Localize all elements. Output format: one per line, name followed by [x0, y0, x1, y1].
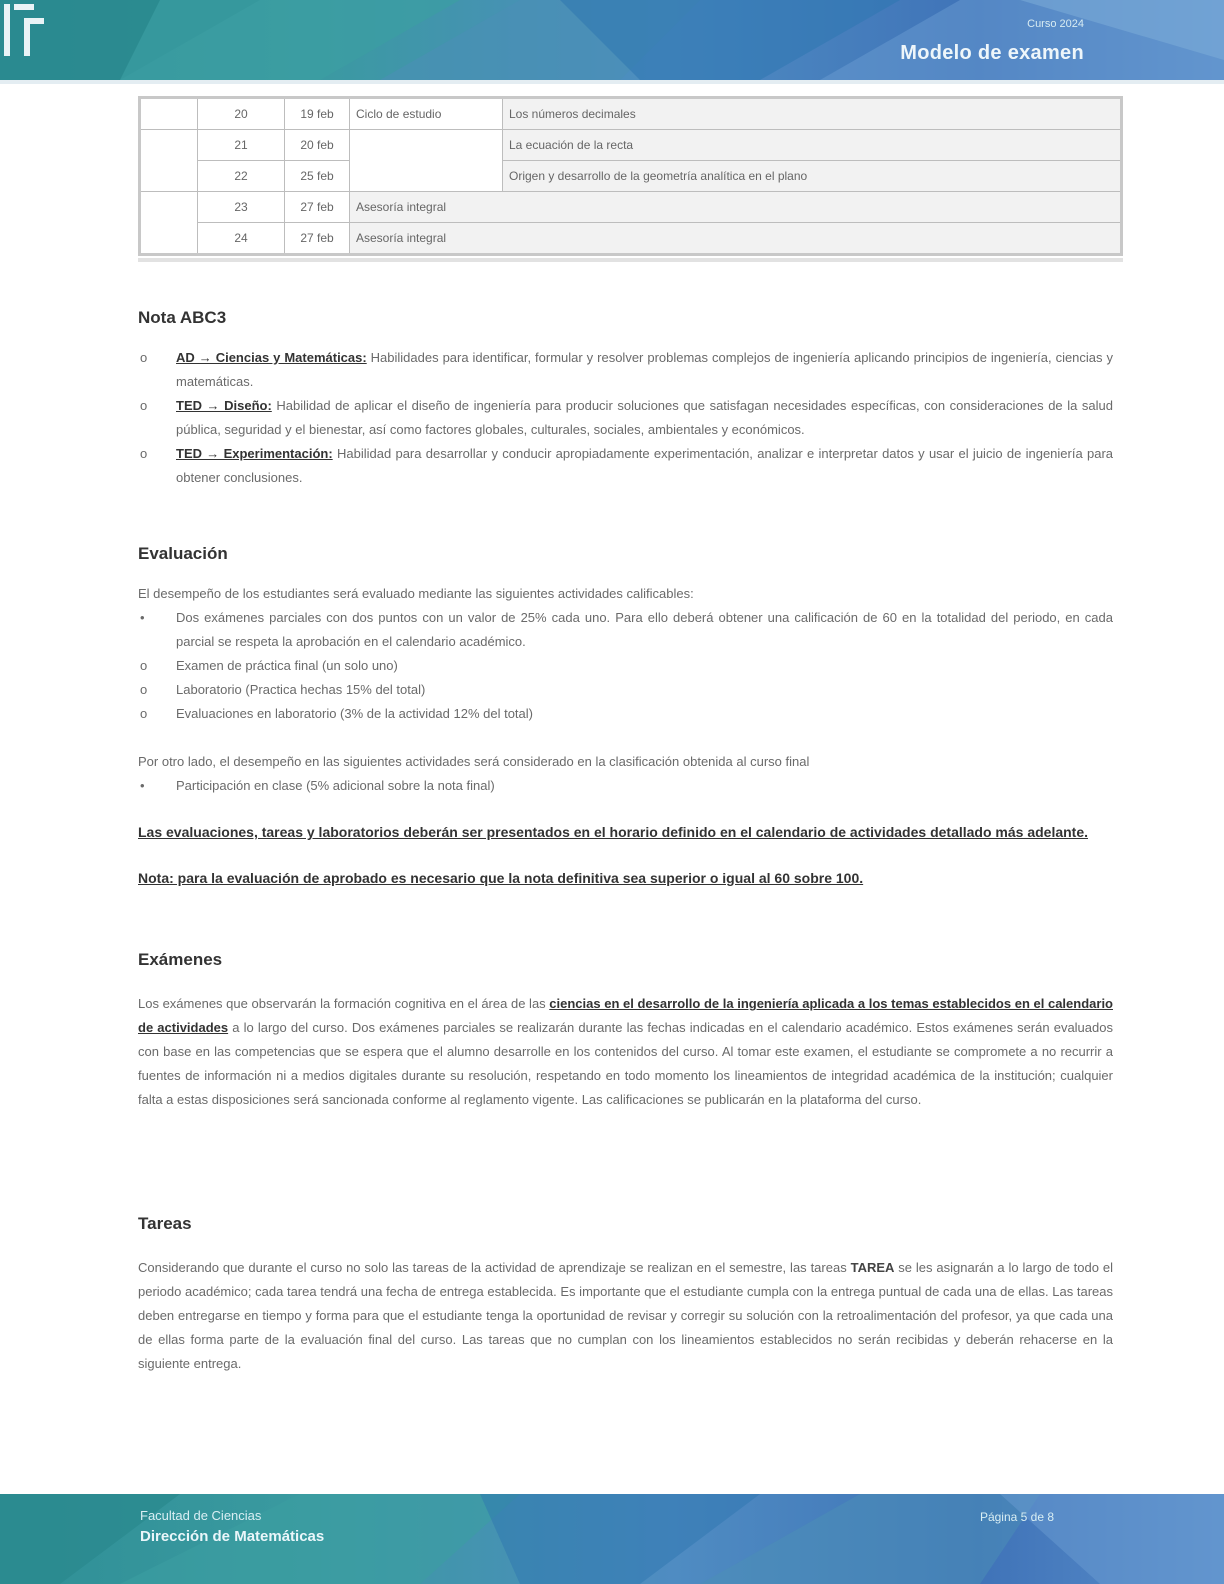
table-cell: 19 feb — [285, 98, 350, 130]
table-cell: Asesoría integral — [350, 223, 1122, 255]
footer-institution: Facultad de Ciencias — [140, 1508, 262, 1523]
table-cell: 21 — [198, 130, 285, 161]
list-item: o Evaluaciones en laboratorio (3% de la actividad 12% del total) — [140, 706, 533, 721]
header-subtitle: Curso 2024 — [1027, 18, 1084, 30]
section-heading: Nota ABC3 — [138, 308, 227, 327]
table-row — [140, 130, 1122, 161]
list-item: o TED → Diseño: Habilidad de aplicar el diseño de ingeniería para producir soluciones que satisfagan necesidades específicas, con consideraciones de la salud pública, seguridad y el bienestar, así como factores globales, culturales, sociales, ambientales y económicos. — [140, 398, 1113, 437]
list-item: o AD → Ciencias y Matemáticas: Habilidades para identificar, formular y resolver problemas complejos de ingeniería aplicando principios de ingeniería, ciencias y matemáticas. — [140, 350, 1113, 389]
table-cell: 25 feb — [285, 161, 350, 192]
header-decoration — [0, 0, 1224, 80]
table-cell: La ecuación de la recta — [503, 130, 1122, 161]
page-number: Página 5 de 8 — [979, 1510, 1054, 1524]
table-cell: 20 feb — [285, 130, 350, 161]
footer-department: Dirección de Matemáticas — [140, 1528, 325, 1545]
table-cell — [140, 130, 198, 192]
table-cell: 20 — [198, 98, 285, 130]
table-row — [140, 161, 1122, 192]
list-item: o Laboratorio (Practica hechas 15% del total) — [140, 682, 426, 697]
notes-list — [138, 346, 1113, 490]
header-title: Modelo de examen — [900, 42, 1084, 64]
table-row — [140, 98, 1122, 130]
evaluation-note: Nota: para la evaluación de aprobado es necesario que la nota definitiva sea superior o igual al 60 sobre 100. — [138, 870, 864, 886]
page-footer — [0, 1494, 1224, 1584]
schedule-table — [138, 96, 1123, 256]
table-cell: Los números decimales — [503, 98, 1122, 130]
exams-section — [138, 950, 1113, 1112]
table-cell: Asesoría integral — [350, 192, 1122, 223]
table-row — [140, 192, 1122, 223]
tasks-paragraph: Considerando que durante el curso no solo las tareas de la actividad de aprendizaje se realizan en el semestre, las tareas TAREA se les asignarán a lo largo de todo el periodo académico; cada tarea tendrá una fecha de entrega establecida. Es importante que el estudiante cumpla con la entrega puntual de cada una de ellas. Las tareas deben entregarse en tiempo y forma para que el estudiante tenga la oportunidad de revisar y corregir su solución con la retroalimentación del profesor, ya que cada una de ellas forma parte de la evaluación final del curso. Las tareas que no cumplan con los lineamientos establecidos no serán recibidas y deberán rehacerse en la siguiente entrega. — [138, 1260, 1113, 1371]
table-cell: Origen y desarrollo de la geometría analítica en el plano — [503, 161, 1122, 192]
list-item: o TED → Experimentación: Habilidad para desarrollar y conducir apropiadamente experimentación, analizar e interpretar datos y usar el juicio de ingeniería para obtener conclusiones. — [140, 446, 1114, 485]
list-item: • Dos exámenes parciales con dos puntos con un valor de 25% cada uno. Para ello deberá obtener una calificación de 60 en la totalidad del periodo, en cada parcial se respeta la aprobación en el calendario académico. — [140, 610, 1113, 649]
tasks-section — [138, 1214, 1113, 1376]
table-cell — [140, 192, 198, 255]
table-shadow — [138, 258, 1123, 262]
table-cell: 22 — [198, 161, 285, 192]
exams-paragraph: Los exámenes que observarán la formación cognitiva en el área de las ciencias en el desarrollo de la ingeniería aplicada a los temas establecidos en el calendario de actividades a lo largo del curso. Dos exámenes parciales se realizarán durante las fechas indicadas en el calendario académico. Estos exámenes serán evaluados con base en las competencias que se espera que el alumno desarrolle en los contenidos del curso. Al tomar este examen, el estudiante se compromete a no recurrir a fuentes de información ni a medios digitales durante su resolución, respetando en todo momento los lineamientos de integridad académica de la institución; cualquier falta a estas disposiciones será sancionada conforme al reglamento vigente. Las calificaciones se publicarán en la plataforma del curso. — [138, 996, 1113, 1107]
section-heading: Evaluación — [138, 544, 228, 563]
header-divider — [0, 80, 1224, 84]
evaluation-list-extra — [138, 774, 1113, 798]
table-cell — [350, 130, 503, 192]
evaluation-notice: Las evaluaciones, tareas y laboratorios deberán ser presentados en el horario definido en el calendario de actividades detallado más adelante. — [138, 824, 1089, 840]
table-row — [140, 223, 1122, 255]
notes-section — [138, 308, 1113, 490]
table-cell: 27 feb — [285, 192, 350, 223]
section-heading: Exámenes — [138, 950, 223, 969]
table-cell: 24 — [198, 223, 285, 255]
table-cell: 27 feb — [285, 223, 350, 255]
evaluation-paragraph: Por otro lado, el desempeño en las siguientes actividades será considerado en la clasificación obtenida al curso final — [138, 754, 810, 769]
evaluation-section — [138, 544, 1113, 890]
table-cell — [140, 98, 198, 130]
table-cell: 23 — [198, 192, 285, 223]
list-item: • Participación en clase (5% adicional sobre la nota final) — [140, 778, 495, 793]
section-heading: Tareas — [138, 1214, 192, 1233]
evaluation-intro: El desempeño de los estudiantes será evaluado mediante las siguientes actividades calificables: — [138, 586, 694, 601]
list-item: o Examen de práctica final (un solo uno) — [140, 658, 398, 673]
table-cell: Ciclo de estudio — [350, 98, 503, 130]
page-header — [0, 0, 1224, 80]
evaluation-list — [138, 606, 1113, 726]
institution-logo-icon — [0, 0, 48, 60]
